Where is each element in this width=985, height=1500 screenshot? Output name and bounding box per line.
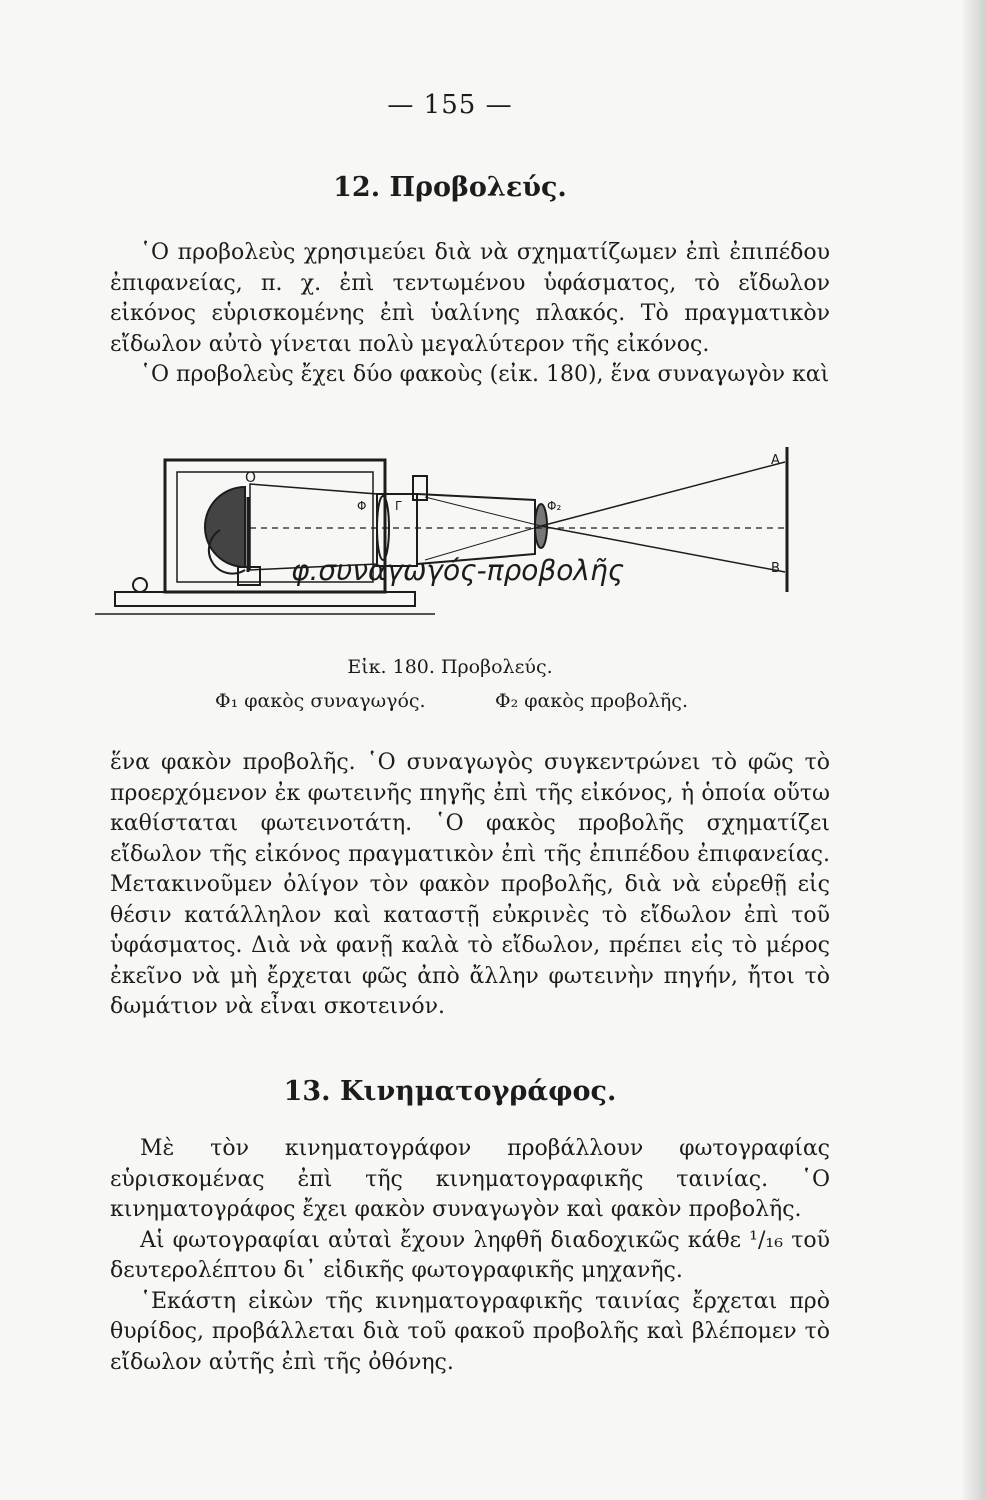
reflector: [205, 487, 245, 567]
paragraph: ῾Ο προβολεὺς χρησιμεύει διὰ νὰ σχηματίζωμεν ἐπὶ ἐπιπέδου ἐπιφανείας, π. χ. ἐπὶ τεντωμένου ὑφάσματος, τὸ εἴδωλον εἰκόνος εὑρισκομένης ἐπὶ ὑαλίνης πλακός. Τὸ πραγματικὸν εἴδωλον αὐτὸ γίνεται πολὺ μεγαλύτερον τῆς εἰκόνος.: [110, 240, 830, 357]
paragraph: ῾Εκάστη εἰκὼν τῆς κινηματογραφικῆς ταινίας ἔρχεται πρὸ θυρίδος, προβάλλεται διὰ τοῦ φακοῦ προβολῆς καὶ βλέπομεν τὸ εἴδωλον αὐτῆς ἐπὶ τῆς ὀθόνης.: [110, 1288, 830, 1375]
ray-inner-top: [425, 497, 541, 526]
page-number: — 155 —: [387, 90, 513, 120]
ray-top: [541, 462, 785, 526]
label-gamma: Γ: [395, 499, 402, 513]
section-12-continued: [110, 748, 830, 1023]
knob: [133, 578, 147, 592]
label-phi1: Φ: [357, 499, 367, 513]
base-board: [115, 592, 415, 606]
label-b: B: [771, 561, 780, 576]
figure-caption: Εἰκ. 180. Προβολεύς.: [347, 656, 553, 678]
section-12-body: [110, 238, 830, 391]
paragraph: ἕνα φακὸν προβολῆς. ῾Ο συναγωγὸς συγκεντρώνει τὸ φῶς τὸ προερχόμενον ἐκ φωτεινῆς πηγῆς ἐπὶ τῆς εἰκόνος, ἡ ὁποία οὕτω καθίσταται φωτεινοτάτη. ῾Ο φακὸς προβολῆς σχηματίζει εἴδωλον τῆς εἰκόνος πραγματικὸν ἐπὶ τῆς ἐπιπέδου ἐπιφανείας. Μετακινοῦμεν ὀλίγον τὸν φακὸν προβολῆς, διὰ νὰ εὑρεθῇ εἰς θέσιν κατάλληλον καὶ καταστῇ εὐκρινὲς τὸ εἴδωλον ἐπὶ τοῦ ὑφάσματος. Διὰ νὰ φανῇ καλὰ τὸ εἴδωλον, πρέπει εἰς τὸ μέρος ἐκεῖνο νὰ μὴ ἔρχεται φῶς ἀπὸ ἄλλην φωτεινὴν πηγήν, ἤτοι τὸ δωμάτιον νὰ εἶναι σκοτεινόν.: [110, 750, 830, 1019]
legend-condenser: Φ₁ φακὸς συναγωγός.: [215, 690, 426, 712]
legend-projection: Φ₂ φακὸς προβολῆς.: [495, 690, 688, 712]
label-a: A: [771, 453, 780, 468]
section-13-heading: 13. Κινηματογράφος.: [283, 1076, 617, 1107]
handwritten-note: φ.συναγωγός-προβολῆς: [291, 554, 625, 587]
page-edge-shadow: [963, 0, 985, 1500]
section-12-heading: 12. Προβολεύς.: [333, 172, 567, 203]
projector-diagram: [95, 442, 815, 642]
paragraph: ῾Ο προβολεὺς ἔχει δύο φακοὺς (εἰκ. 180), ἕνα συναγωγὸν καὶ: [140, 362, 830, 387]
paragraph: Αἱ φωτογραφίαι αὐταὶ ἔχουν ληφθῆ διαδοχικῶς κάθε ¹/₁₆ τοῦ δευτερολέπτου δι᾽ εἰδικῆς φωτογραφικῆς μηχανῆς.: [110, 1227, 830, 1283]
slide-holder: [413, 476, 427, 500]
section-13-body: [110, 1134, 830, 1378]
paragraph: Μὲ τὸν κινηματογράφον προβάλλουν φωτογραφίας εὑρισκομένας ἐπὶ τῆς κινηματογραφικῆς ταινίας. ῾Ο κινηματογράφος ἔχει φακὸν συναγωγὸν καὶ φακὸν προβολῆς.: [110, 1136, 830, 1222]
label-o: O: [245, 470, 257, 486]
label-phi2: Φ₂: [547, 499, 562, 513]
